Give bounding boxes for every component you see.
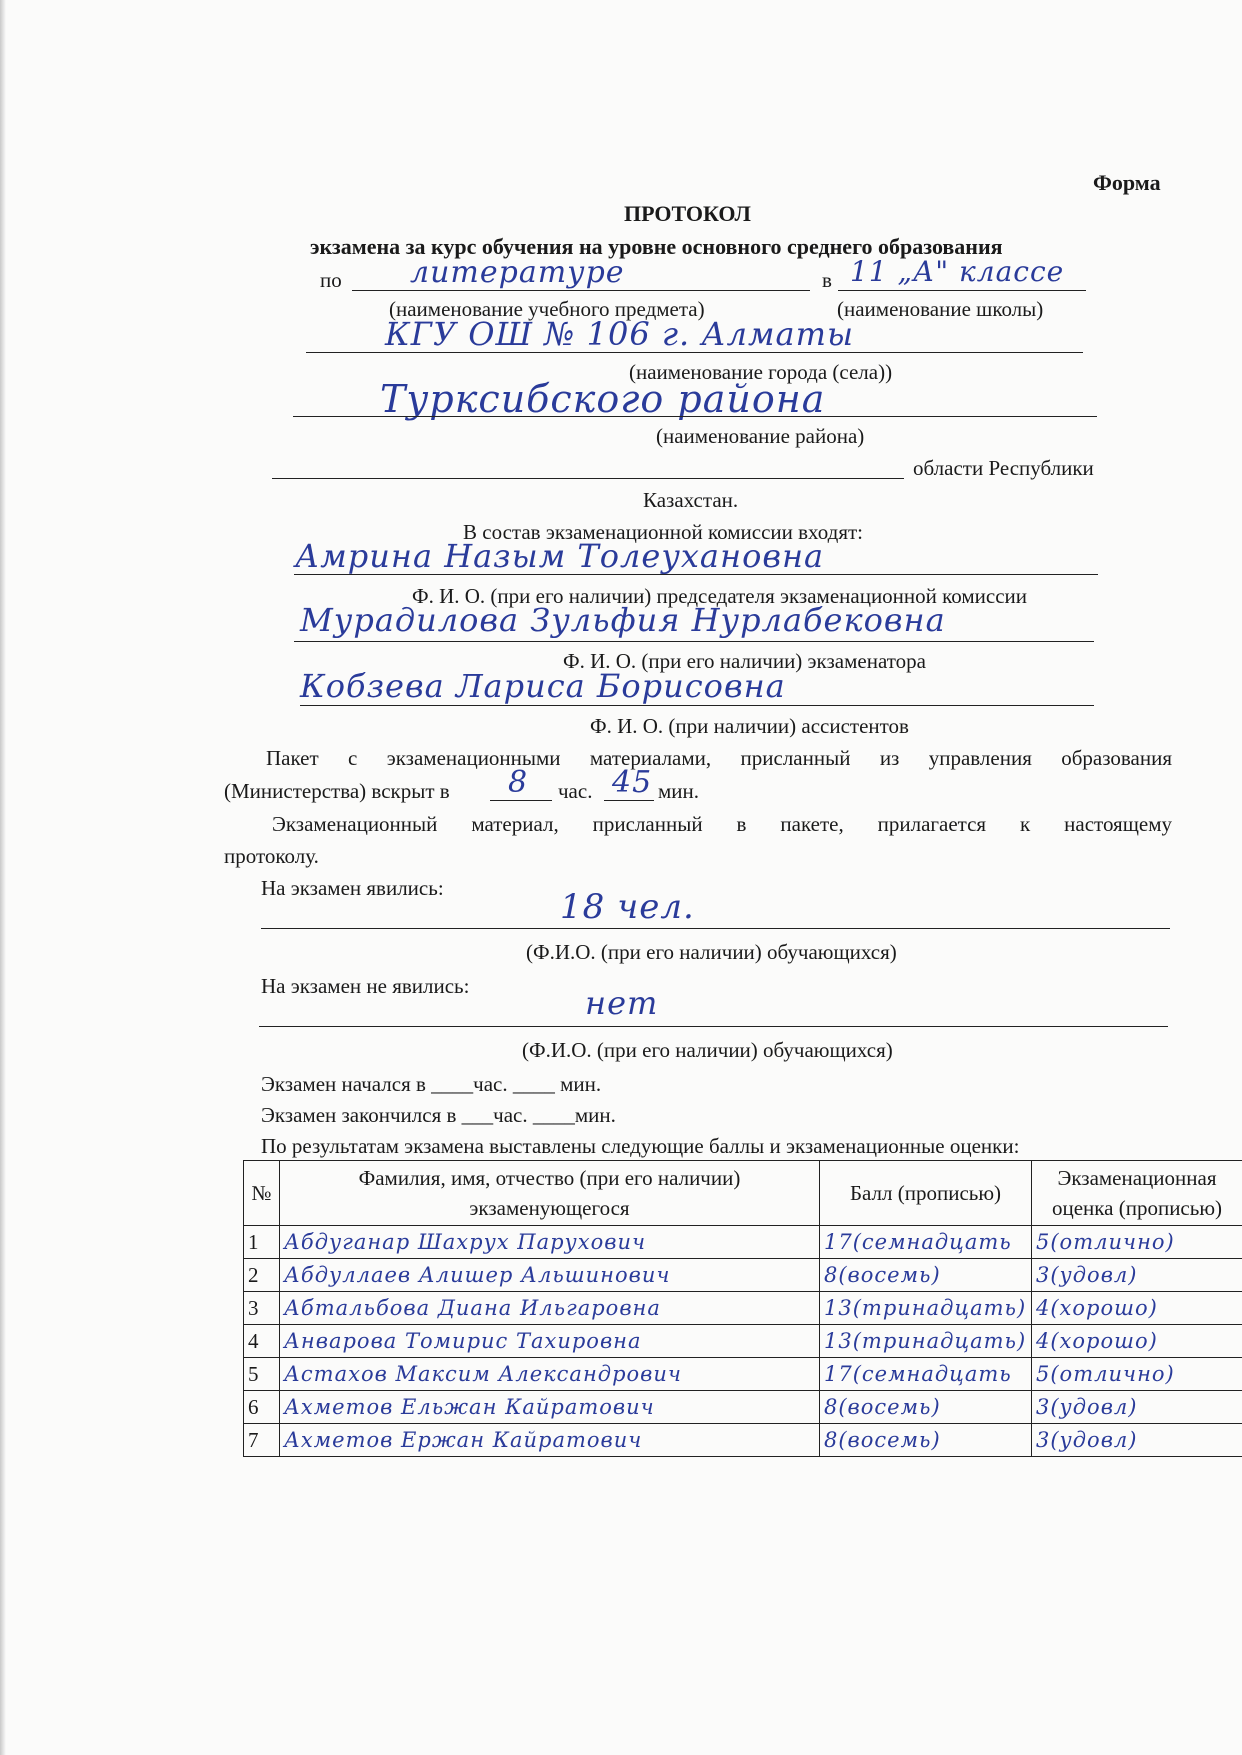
row-score: 8(восемь) bbox=[820, 1391, 1032, 1424]
table-row bbox=[244, 1292, 1242, 1325]
subject-line bbox=[352, 290, 810, 291]
package-hour-handwritten: 8 bbox=[508, 765, 529, 800]
assistant-line bbox=[300, 705, 1094, 706]
district-line bbox=[293, 416, 1097, 417]
school-handwritten: КГУ ОШ № 106 г. Алматы bbox=[385, 315, 855, 353]
region-line bbox=[272, 478, 904, 479]
table-row bbox=[244, 1259, 1242, 1292]
package-hour-label: час. bbox=[558, 779, 593, 803]
package-min-line bbox=[604, 800, 654, 801]
form-label: Форма bbox=[1093, 170, 1161, 195]
row-num: 3 bbox=[244, 1292, 280, 1325]
table-row bbox=[244, 1391, 1242, 1424]
chair-handwritten: Амрина Назым Толеухановна bbox=[295, 537, 825, 575]
caption-district: (наименование района) bbox=[656, 424, 865, 448]
class-line bbox=[838, 290, 1086, 291]
district-handwritten: Турксибского района bbox=[380, 377, 826, 421]
package-min-handwritten: 45 bbox=[612, 765, 653, 800]
caption-city: (наименование города (села)) bbox=[629, 360, 893, 384]
row-name: Ахметов Ельжан Кайратович bbox=[280, 1391, 820, 1424]
caption-school: (наименование школы) bbox=[837, 297, 1044, 321]
row-name: Ахметов Ержан Кайратович bbox=[280, 1424, 820, 1457]
row-grade: 5(отлично) bbox=[1032, 1226, 1242, 1259]
row-num: 6 bbox=[244, 1391, 280, 1424]
document-title: ПРОТОКОЛ bbox=[624, 201, 751, 226]
scan-edge-shadow bbox=[0, 0, 6, 1755]
examiner-handwritten: Мурадилова Зульфия Нурлабековна bbox=[300, 601, 946, 639]
caption-chair: Ф. И. О. (при его наличии) председателя экзаменационной комиссии bbox=[412, 584, 1028, 608]
package-line1: Пакет с экзаменационными материалами, присланный из управления образования bbox=[266, 746, 1172, 770]
exam-start-line: Экзамен начался в ____час. ____ мин. bbox=[261, 1072, 602, 1096]
row-num: 7 bbox=[244, 1424, 280, 1457]
table-row bbox=[244, 1325, 1242, 1358]
subject-handwritten: литературе bbox=[410, 255, 625, 290]
appeared-handwritten: 18 чел. bbox=[560, 887, 695, 927]
row-name: Анварова Томирис Тахировна bbox=[280, 1325, 820, 1358]
table-row bbox=[244, 1226, 1242, 1259]
appeared-line bbox=[261, 928, 1170, 929]
commission-intro: В состав экзаменационной комиссии входят: bbox=[463, 520, 864, 544]
row-name: Астахов Максим Александрович bbox=[280, 1358, 820, 1391]
row-score: 17(семнадцать bbox=[820, 1226, 1032, 1259]
row-name: Абдуллаев Алишер Альшинович bbox=[280, 1259, 820, 1292]
row-name: Абдуганар Шахрух Парухович bbox=[280, 1226, 820, 1259]
region-suffix: области Республики bbox=[913, 456, 1094, 480]
row-grade: 3(удовл) bbox=[1032, 1424, 1242, 1457]
row-num: 1 bbox=[244, 1226, 280, 1259]
row-score: 8(восемь) bbox=[820, 1259, 1032, 1292]
chair-line bbox=[294, 574, 1098, 575]
row-grade: 4(хорошо) bbox=[1032, 1292, 1242, 1325]
row-num: 5 bbox=[244, 1358, 280, 1391]
document-subtitle: экзамена за курс обучения на уровне основного среднего образования bbox=[310, 234, 1003, 259]
row-score: 13(тринадцать) bbox=[820, 1292, 1032, 1325]
assistant-handwritten: Кобзева Лариса Борисовна bbox=[300, 667, 786, 705]
row-grade: 3(удовл) bbox=[1032, 1259, 1242, 1292]
grades-table bbox=[243, 1160, 1242, 1457]
row-grade: 4(хорошо) bbox=[1032, 1325, 1242, 1358]
package-line2: (Министерства) вскрыт в bbox=[224, 779, 450, 803]
row-grade: 5(отлично) bbox=[1032, 1358, 1242, 1391]
header-name: Фамилия, имя, отчество (при его наличии) экзаменующегося bbox=[280, 1161, 820, 1226]
absent-label: На экзамен не явились: bbox=[261, 974, 470, 998]
examiner-line bbox=[294, 641, 1094, 642]
package-hour-line bbox=[490, 800, 552, 801]
school-line bbox=[306, 352, 1083, 353]
absent-handwritten: нет bbox=[585, 984, 659, 1022]
material-line1: Экзаменационный материал, присланный в пакете, прилагается к настоящему bbox=[272, 812, 1172, 836]
row-score: 8(восемь) bbox=[820, 1424, 1032, 1457]
header-score: Балл (прописью) bbox=[820, 1161, 1032, 1226]
caption-assistant: Ф. И. О. (при наличии) ассистентов bbox=[590, 714, 909, 738]
row-name: Абтальбова Диана Ильгаровна bbox=[280, 1292, 820, 1325]
row-grade: 3(удовл) bbox=[1032, 1391, 1242, 1424]
row-num: 2 bbox=[244, 1259, 280, 1292]
row-num: 4 bbox=[244, 1325, 280, 1358]
results-intro: По результатам экзамена выставлены следующие баллы и экзаменационные оценки: bbox=[261, 1134, 1020, 1158]
label-po: по bbox=[320, 268, 342, 292]
header-grade: Экзаменационная оценка (прописью) bbox=[1032, 1161, 1242, 1226]
table-row bbox=[244, 1424, 1242, 1457]
kazakhstan-text: Казахстан. bbox=[643, 488, 739, 512]
class-handwritten: 11 „А" классе bbox=[850, 255, 1065, 288]
absent-line bbox=[259, 1026, 1168, 1027]
row-score: 13(тринадцать) bbox=[820, 1325, 1032, 1358]
caption-subject: (наименование учебного предмета) bbox=[389, 297, 705, 321]
label-v: в bbox=[822, 268, 832, 292]
exam-end-line: Экзамен закончился в ___час. ____мин. bbox=[261, 1103, 616, 1127]
package-min-label: мин. bbox=[658, 779, 700, 803]
caption-examiner: Ф. И. О. (при его наличии) экзаменатора bbox=[563, 649, 926, 673]
grades-header-row bbox=[244, 1161, 1242, 1226]
header-num: № bbox=[244, 1161, 280, 1226]
caption-students-appeared: (Ф.И.О. (при его наличии) обучающихся) bbox=[526, 940, 897, 964]
material-line2: протоколу. bbox=[224, 844, 319, 868]
caption-students-absent: (Ф.И.О. (при его наличии) обучающихся) bbox=[522, 1038, 893, 1062]
table-row bbox=[244, 1358, 1242, 1391]
appeared-label: На экзамен явились: bbox=[261, 876, 444, 900]
row-score: 17(семнадцать bbox=[820, 1358, 1032, 1391]
